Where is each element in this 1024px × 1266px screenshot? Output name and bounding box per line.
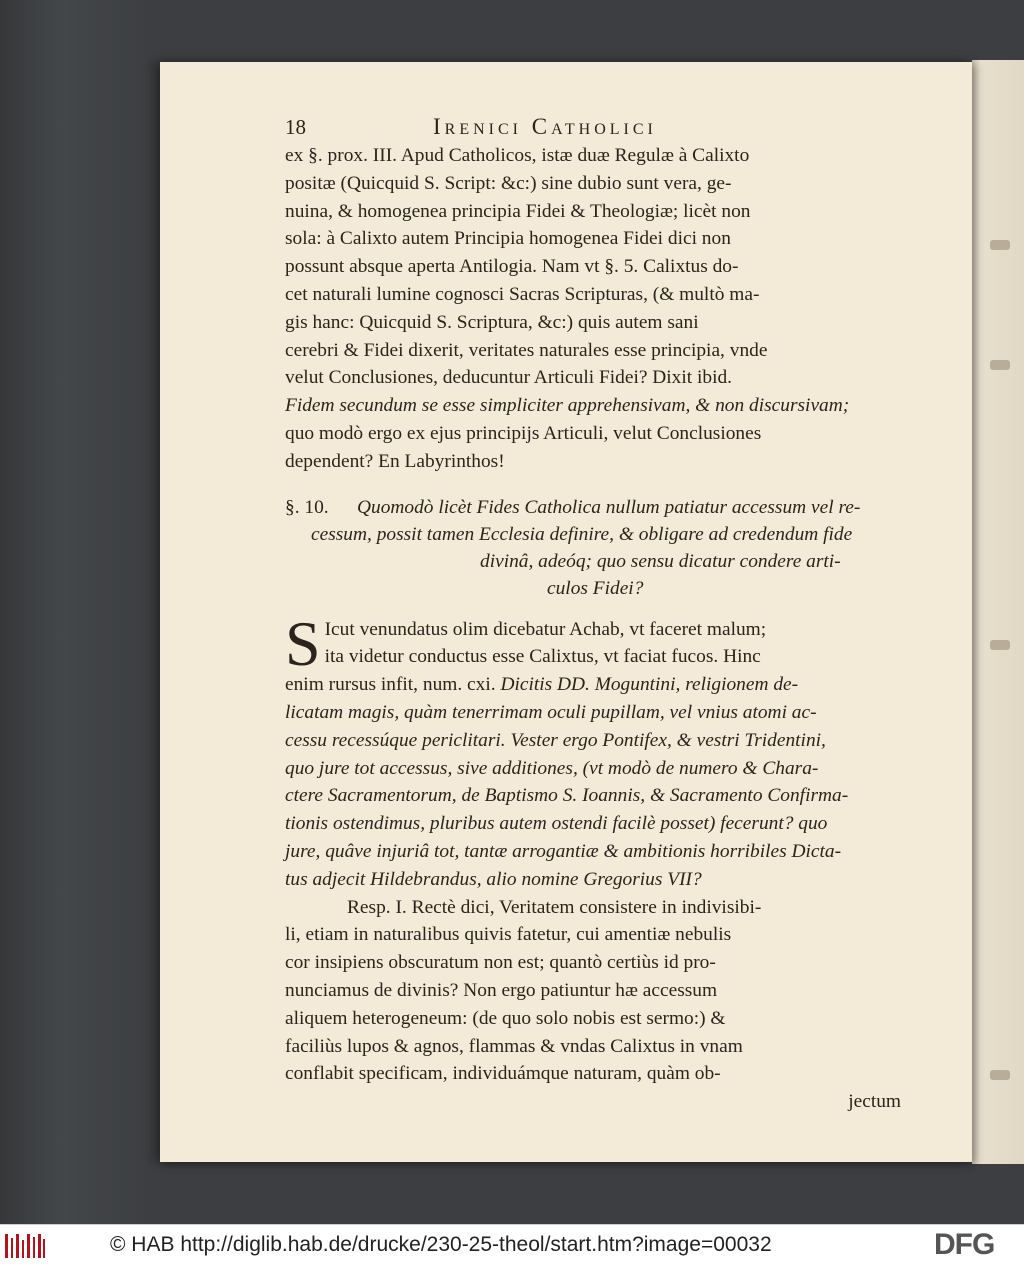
text-line: sola: à Calixto autem Principia homogenea Fidei dici non	[285, 228, 731, 250]
drop-cap: S	[285, 607, 321, 679]
text-line: gis hanc: Quicquid S. Scriptura, &c:) quis autem sani	[285, 311, 699, 333]
italic-quote-line: Fidem secundum se esse simpliciter apprehensivam, & non discursivam;	[285, 395, 850, 417]
catchword: jectum	[848, 1091, 901, 1113]
facing-page-edge	[972, 60, 1024, 1164]
text-line: nunciamus de divinis? Non ergo patiuntur hæ accessum	[285, 979, 718, 1001]
text-line: cor insipiens obscuratum non est; quantò certiùs id pro-	[285, 952, 716, 974]
italic-quote-line: ctere Sacramentorum, de Baptismo S. Ioannis, & Sacramento Confirma-	[285, 785, 849, 807]
italic-quote-line: cessu recessúque periclitari. Vester ergo Pontifex, & vestri Tridentini,	[285, 729, 826, 751]
text-line: Icut venundatus olim dicebatur Achab, vt faceret malum;	[324, 618, 767, 640]
text-line: possunt absque aperta Antilogia. Nam vt §. 5. Calixtus do-	[285, 256, 739, 278]
italic-quote-line: licatam magis, quàm tenerrimam oculi pupillam, vel vnius atomi ac-	[285, 701, 817, 723]
text-line: cerebri & Fidei dixerit, veritates naturales esse principia, vnde	[285, 339, 768, 361]
text-line: ex §. prox. III. Apud Catholicos, istæ duæ Regulæ à Calixto	[285, 145, 750, 166]
source-url[interactable]: © HAB http://diglib.hab.de/drucke/230-25-theol/start.htm?image=00032	[110, 1233, 772, 1256]
text-line: quo modò ergo ex ejus principijs Articuli, velut Conclusiones	[285, 422, 762, 444]
italic-quote-span: Dicitis DD. Moguntini, religionem de-	[500, 674, 799, 696]
text-line: conflabit specificam, individuámque naturam, quàm ob-	[285, 1063, 721, 1085]
italic-quote-line: jure, quâve injuriâ tot, tantæ arrogantiæ & ambitionis horribiles Dicta-	[285, 840, 842, 862]
text-line: velut Conclusiones, deducuntur Articuli Fidei? Dixit ibid.	[285, 367, 733, 389]
page-edge-mark	[990, 1070, 1010, 1080]
italic-quote-line: quo jure tot accessus, sive additiones, (vt modò de numero & Chara-	[285, 757, 819, 779]
italic-quote-line: tus adjecit Hildebrandus, alio nomine Gregorius VII?	[285, 868, 702, 890]
text-line: ita videtur conductus esse Calixtus, vt faciat fucos. Hinc	[324, 646, 761, 668]
paragraph-2	[285, 607, 915, 894]
page-edge-mark	[990, 240, 1010, 250]
section-title-line: cessum, possit tamen Ecclesia definire, & obligare ad credendum fide	[311, 523, 853, 545]
section-title-line: Quomodò licèt Fides Catholica nullum patiatur accessum vel re-	[357, 496, 861, 518]
page-edge-mark	[990, 640, 1010, 650]
section-number: §. 10.	[285, 496, 329, 518]
hab-logo-icon	[4, 1232, 46, 1260]
section-title-line: culos Fidei?	[547, 577, 644, 599]
text-line: li, etiam in naturalibus quivis fatetur, cui amentiæ nebulis	[285, 924, 732, 946]
paragraph-3	[285, 894, 915, 1116]
text-span: enim rursus infit, num. cxi.	[285, 674, 496, 696]
running-title: Irenici Catholici	[433, 114, 657, 139]
text-line	[285, 671, 915, 699]
page-edge-mark	[990, 360, 1010, 370]
text-line: Resp. I. Rectè dici, Veritatem consistere in indivisibi-	[347, 896, 762, 918]
running-head	[285, 112, 915, 142]
paragraph-1	[285, 142, 915, 476]
viewer-footer	[0, 1224, 1024, 1266]
text-line: nuina, & homogenea principia Fidei & Theologiæ; licèt non	[285, 200, 751, 222]
text-line: positæ (Quicquid S. Script: &c:) sine dubio sunt vera, ge-	[285, 172, 732, 194]
section-title-line: divinâ, adeóq; quo sensu dicatur condere arti-	[480, 550, 841, 572]
text-line: aliquem heterogeneum: (de quo solo nobis est sermo:) &	[285, 1007, 726, 1029]
text-line: faciliùs lupos & agnos, flammas & vndas Calixtus in vnam	[285, 1035, 743, 1057]
section-heading	[285, 494, 915, 602]
dfg-logo: DFG	[934, 1228, 995, 1261]
text-line: dependent? En Labyrinthos!	[285, 450, 505, 472]
italic-quote-line: tionis ostendimus, pluribus autem ostendi facilè posset) fecerunt? quo	[285, 813, 828, 835]
page-number: 18	[285, 115, 306, 139]
text-line: cet naturali lumine cognosci Sacras Scripturas, (& multò ma-	[285, 283, 760, 305]
page-text	[285, 112, 915, 1116]
